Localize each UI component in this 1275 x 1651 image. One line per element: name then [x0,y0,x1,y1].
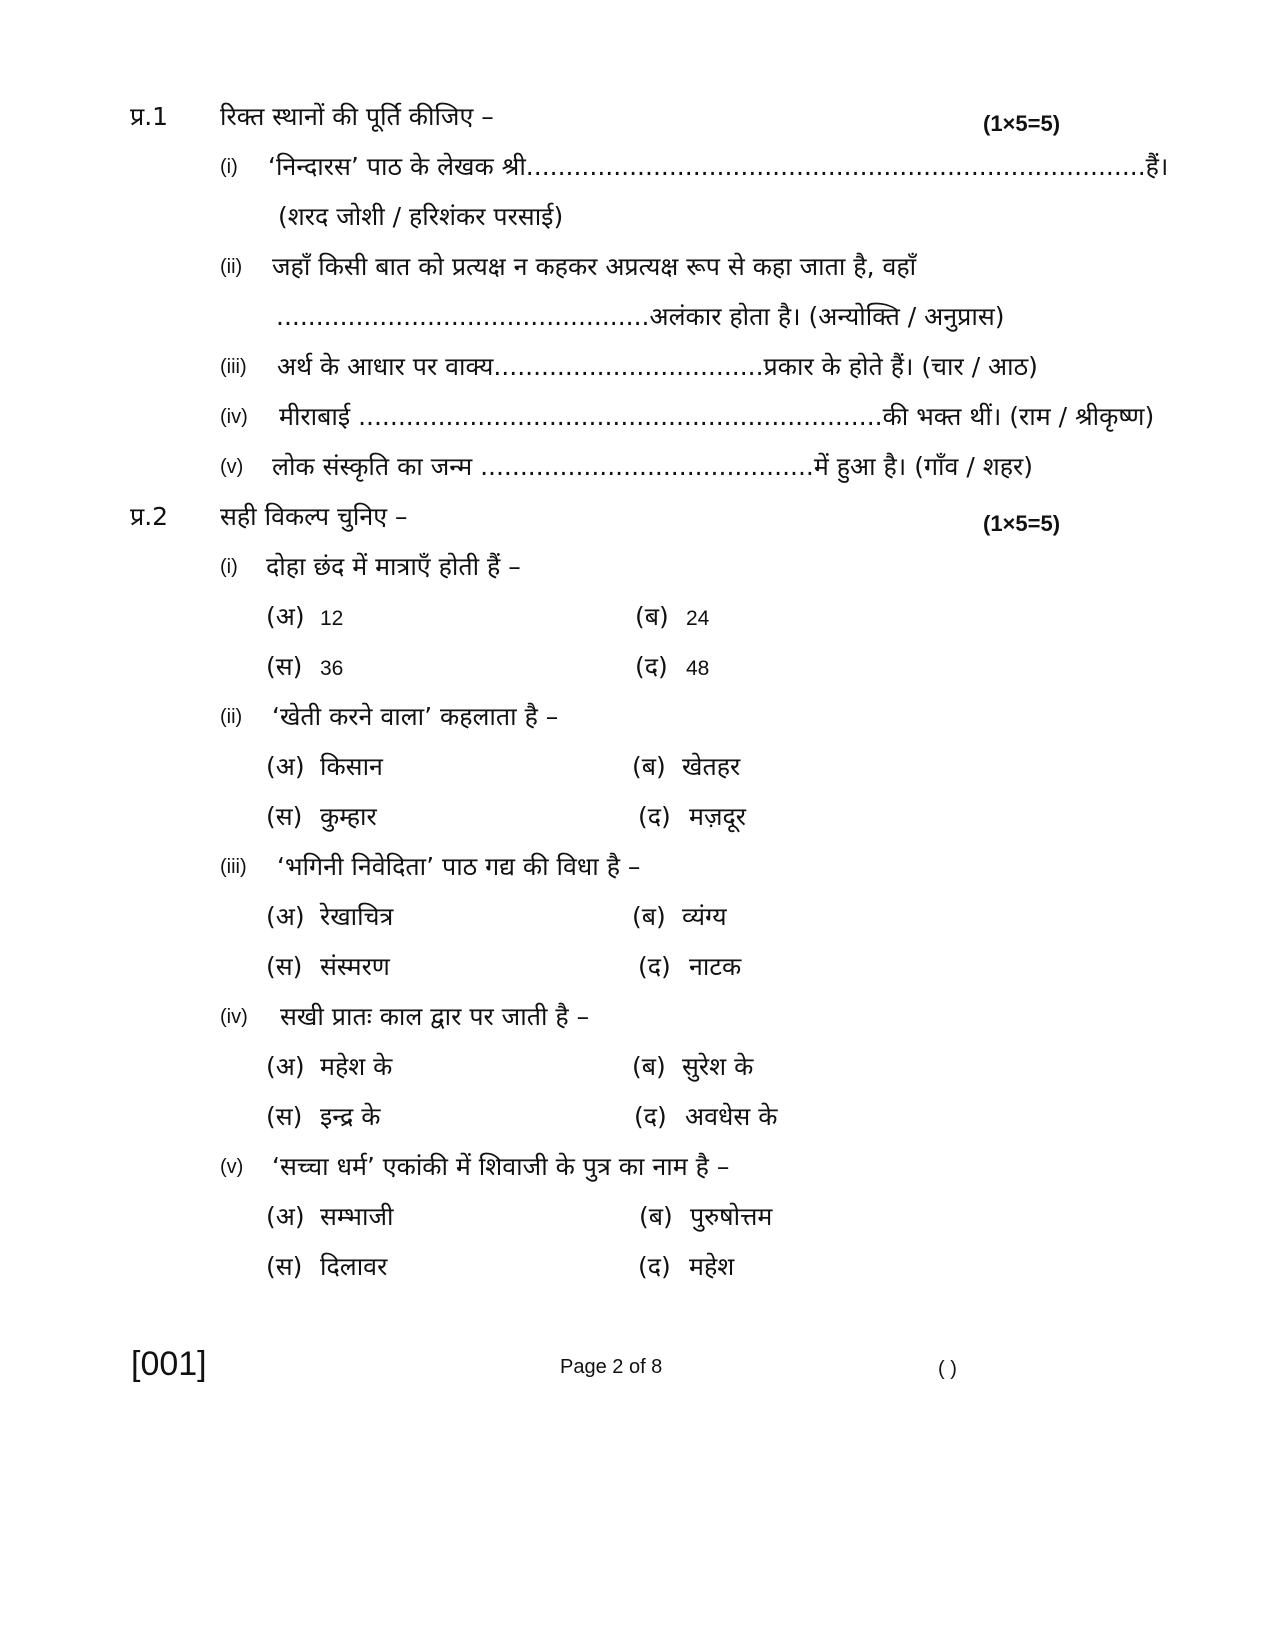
q2-item-5-opt-b: पुरुषोत्तम [690,1202,773,1231]
q2-item-5-opt-c: दिलावर [320,1252,388,1281]
q2-item-1-opt-b: 24 [686,607,710,630]
q2-item-4-opt-a-label: (अ) [266,1052,305,1081]
q2-item-2-opt-b: खेतहर [682,752,741,781]
q1-heading: रिक्त स्थानों की पूर्ति कीजिए – [220,102,494,131]
q2-item-1-opt-b-label: (ब) [635,602,669,631]
q2-item-5-opt-a-label: (अ) [266,1202,305,1231]
q2-item-4-opt-d: अवधेस के [685,1102,778,1131]
q2-item-5-opt-b-label: (ब) [639,1202,673,1231]
q2-item-4-num: (iv) [220,1006,248,1028]
paper-code: [001] [131,1345,207,1383]
q2-heading: सही विकल्प चुनिए – [220,502,408,531]
q2-item-1-num: (i) [220,556,238,578]
q2-item-2-opt-a-label: (अ) [266,752,305,781]
q2-item-4-opt-a: महेश के [320,1052,393,1081]
q2-item-3-opt-d: नाटक [689,952,742,981]
q2-item-1-opt-d: 48 [686,657,710,680]
q2-item-4-opt-b-label: (ब) [632,1052,666,1081]
q2-item-5-opt-d-label: (द) [638,1252,671,1281]
q2-item-3-opt-d-label: (द) [638,952,671,981]
q2-item-5-opt-d: महेश [689,1252,735,1281]
q2-item-3-opt-b-label: (ब) [632,902,666,931]
q2-item-4-opt-d-label: (द) [634,1102,667,1131]
q2-item-1-text: दोहा छंद में मात्राएँ होती हैं – [266,552,521,581]
q1-item-2-text: जहाँ किसी बात को प्रत्यक्ष न कहकर अप्रत्यक्ष रूप से कहा जाता है, वहाँ [272,252,917,281]
q2-item-5-num: (v) [220,1156,244,1178]
q2-item-2-opt-b-label: (ब) [632,752,666,781]
q2-item-2-opt-d-label: (द) [638,802,671,831]
q2-item-1-opt-a-label: (अ) [266,602,305,631]
q1-item-1-options: (शरद जोशी / हरिशंकर परसाई) [278,202,564,231]
q2-item-4-opt-c: इन्द्र के [320,1102,381,1131]
q2-item-1-opt-c: 36 [320,657,344,680]
q1-item-4-text: मीराबाई ..................................................................की भक्त थीं। (राम / श्रीकृष्ण) [279,402,1155,431]
q2-item-3-opt-a-label: (अ) [266,902,305,931]
q2-item-2-num: (ii) [220,706,243,728]
q1-marks: (1×5=5) [983,111,1061,136]
q2-item-3-opt-a: रेखाचित्र [320,902,394,931]
q2-item-3-opt-c-label: (स) [266,952,303,981]
q2-item-3-num: (iii) [220,856,247,878]
q2-marks: (1×5=5) [983,511,1061,536]
q2-item-5-opt-a: सम्भाजी [320,1202,394,1231]
q1-item-1-num: (i) [220,156,238,178]
q2-item-5-opt-c-label: (स) [266,1252,303,1281]
q1-item-5-text: लोक संस्कृति का जन्म ..........................................में हुआ है। (गाँव / शहर) [272,452,1033,481]
q2-item-3-opt-c: संस्मरण [320,952,390,981]
q2-item-2-text: ‘खेती करने वाला’ कहलाता है – [272,702,559,731]
q1-item-3-text: अर्थ के आधार पर वाक्य..................................प्रकार के होते हैं। (चार / आठ) [277,352,1038,381]
q1-label: प्र.1 [130,102,169,131]
q2-item-5-text: ‘सच्चा धर्म’ एकांकी में शिवाजी के पुत्र का नाम है – [272,1152,730,1181]
q2-item-4-text: सखी प्रातः काल द्वार पर जाती है – [280,1002,590,1031]
q2-item-3-opt-b: व्यंग्य [682,902,727,931]
q1-item-1-text: ‘निन्दारस’ पाठ के लेखक श्री..............................................................................हैं। [268,152,1169,181]
q1-item-5-num: (v) [220,456,244,478]
q1-item-2-num: (ii) [220,256,243,278]
q1-item-3-num: (iii) [220,356,247,378]
q2-item-2-opt-c: कुम्हार [320,802,377,831]
footer-parentheses: ( ) [938,1358,957,1380]
q2-item-4-opt-b: सुरेश के [682,1052,754,1081]
q2-item-3-text: ‘भगिनी निवेदिता’ पाठ गद्य की विधा है – [277,852,641,881]
q2-item-1-opt-a: 12 [320,607,344,630]
page-number: Page 2 of 8 [560,1356,663,1378]
q1-item-4-num: (iv) [220,406,248,428]
q2-label: प्र.2 [130,502,169,531]
q2-item-4-opt-c-label: (स) [266,1102,303,1131]
q1-item-2-text-cont: ...............................................अलंकार होता है। (अन्योक्ति / अनुप्रास) [276,302,1005,331]
q2-item-1-opt-d-label: (द) [635,652,668,681]
q2-item-2-opt-a: किसान [320,752,383,781]
q2-item-2-opt-c-label: (स) [266,802,303,831]
q2-item-1-opt-c-label: (स) [266,652,303,681]
q2-item-2-opt-d: मज़दूर [689,802,747,831]
